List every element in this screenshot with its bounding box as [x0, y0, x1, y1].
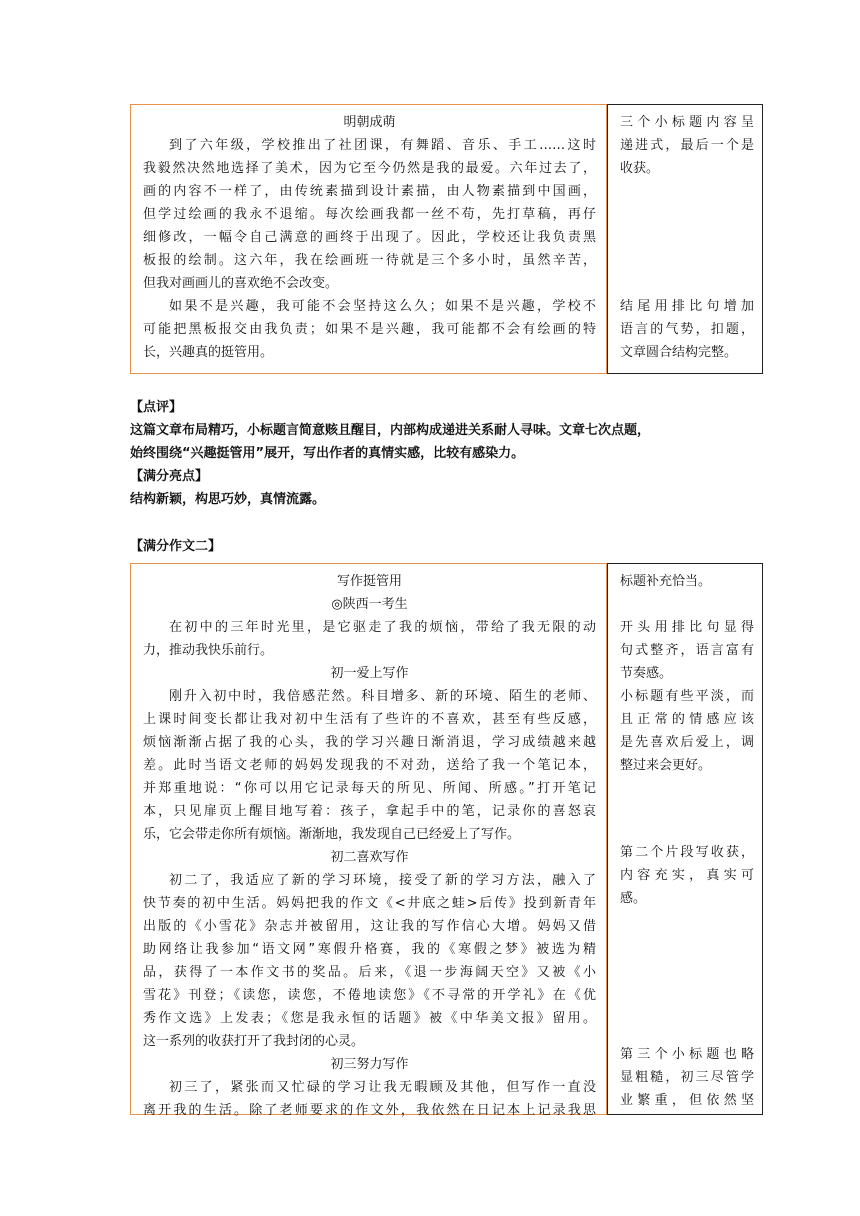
essay2-line: 本，只见扉页上醒目地写着：孩子，拿起手中的笔，记录你的喜怒哀 — [143, 804, 596, 819]
essay1-line: 细修改，一幅令自己满意的画终于出现了。因此，学校还让我负责黑 — [143, 230, 596, 245]
essay1-line: 但我对画画儿的喜欢绝不会改变。 — [143, 276, 339, 291]
essay1-text-cell — [130, 104, 607, 374]
essay2-line: 雪花》刊登；《读您，读您，不倦地读您》《不寻常的开学礼》在《优 — [143, 988, 596, 1003]
essay2-line: 助网络让我参加“语文网”寒假升格赛，我的《寒假之梦》被选为精 — [143, 942, 596, 957]
essay1-line: 长，兴趣真的挺管用。 — [143, 345, 274, 360]
essay2-line: 差。此时当语文老师的妈妈发现我的不对劲，送给了我一个笔记本， — [143, 758, 596, 773]
essay2-line: 初三了，紧张而又忙碌的学习让我无暇顾及其他，但写作一直没 — [169, 1080, 596, 1095]
essay2-text-cell — [130, 563, 607, 1118]
essay2-author: ◎陕西一考生 — [331, 597, 408, 612]
essay1-line: 但学过绘画的我永不退缩。每次绘画我都一丝不苟，先打草稿，再仔 — [143, 207, 596, 222]
essay2-note-title: 标题补充恰当。 — [620, 574, 712, 589]
essay2-line: 秀作文选》上发表；《您是我永恒的话题》被《中华美文报》留用。 — [143, 1011, 596, 1026]
essay2-notes-cell — [607, 563, 763, 1115]
essay1-line: 到了六年级，学校推出了社团课，有舞蹈、音乐、手工……这时 — [169, 138, 596, 153]
essay2-note-subtitle: 小标题有些平淡，而 且正常的情感应该 是先喜欢后爱上，调 整过来会更好。 — [620, 689, 754, 773]
essay2-line: 并郑重地说：“你可以用它记录每天的所见、所闻、所感。”打开笔记 — [143, 781, 596, 796]
essay2-heading: 【满分作文二】 — [130, 539, 222, 554]
review-line: 这篇文章布局精巧，小标题言简意赅且醒目，内部构成递进关系耐人寻味。文章七次点题， — [130, 423, 651, 438]
essay2-note-third: 第三个小标题也略 显粗糙，初三尽管学 业繁重，但依然坚 — [620, 1047, 754, 1108]
review-line: 始终围绕“兴趣挺管用”展开，写出作者的真情实感，比较有感染力。 — [130, 446, 525, 461]
essay2-title: 写作挺管用 — [336, 574, 402, 589]
highlight-heading: 【满分亮点】 — [130, 469, 209, 484]
essay1-line: 我毅然决然地选择了美术，因为它至今仍然是我的最爱。六年过去了， — [143, 161, 596, 176]
essay2-table — [130, 563, 763, 1118]
essay1-notes-cell — [607, 104, 763, 374]
essay1-note-structure: 三个小标题内容呈 递进式，最后一个是 收获。 — [620, 115, 754, 176]
essay2-note-opening: 开头用排比句显得 句式整齐，语言富有 节奏感。 — [620, 620, 754, 681]
essay1-line: 画的内容不一样了，由传统素描到设计素描，由人物素描到中国画， — [143, 184, 596, 199]
essay1-title: 明朝成萌 — [343, 115, 396, 130]
essay2-line: 刚升入初中时，我倍感茫然。科目增多、新的环境、陌生的老师、 — [169, 689, 596, 704]
essay1-note-ending: 结尾用排比句增加 语言的气势，扣题， 文章圆合结构完整。 — [620, 299, 754, 360]
essay2-line: 离开我的生活。除了老师要求的作文外，我依然在日记本上记录我思 — [143, 1103, 596, 1118]
essay2-line: 快节奏的初中生活。妈妈把我的作文《<井底之蛙>后传》投到新青年 — [143, 896, 596, 911]
essay1-line: 板报的绘制。这六年，我在绘画班一待就是三个多小时，虽然辛苦， — [143, 253, 596, 268]
essay2-line: 初二了，我适应了新的学习环境，接受了新的学习方法，融入了 — [169, 873, 596, 888]
essay2-line: 这一系列的收获打开了我封闭的心灵。 — [143, 1034, 365, 1049]
essay2-subtitle: 初一爱上写作 — [330, 666, 409, 681]
essay2-line: 出版的《小雪花》杂志并被留用，这让我的写作信心大增。妈妈又借 — [143, 919, 596, 934]
highlight-text: 结构新颖，构思巧妙，真情流露。 — [130, 492, 326, 507]
essay2-subtitle: 初二喜欢写作 — [330, 850, 409, 865]
essay1-table — [130, 104, 763, 374]
review-heading: 【点评】 — [130, 400, 183, 415]
essay1-line: 如果不是兴趣，我可能不会坚持这么久；如果不是兴趣，学校不 — [169, 299, 596, 314]
essay2-line: 烦恼渐渐占据了我的心头，我的学习兴趣日渐消退，学习成绩越来越 — [143, 735, 596, 750]
essay2-line: 力，推动我快乐前行。 — [143, 643, 274, 658]
essay2-note-harvest: 第二个片段写收获， 内容充实，真实可 感。 — [620, 845, 754, 906]
essay2-line: 在初中的三年时光里，是它驱走了我的烦恼，带给了我无限的动 — [169, 620, 596, 635]
essay2-line: 品，获得了一本作文书的奖品。后来，《退一步海阔天空》又被《小 — [143, 965, 596, 980]
essay1-line: 可能把黑板报交由我负责；如果不是兴趣，我可能都不会有绘画的特 — [143, 322, 596, 337]
essay2-subtitle: 初三努力写作 — [330, 1057, 409, 1072]
essay2-line: 上课时间变长都让我对初中生活有了些许的不喜欢，甚至有些反感， — [143, 712, 596, 727]
essay2-line: 乐，它会带走你所有烦恼。渐渐地，我发现自己已经爱上了写作。 — [143, 827, 521, 842]
